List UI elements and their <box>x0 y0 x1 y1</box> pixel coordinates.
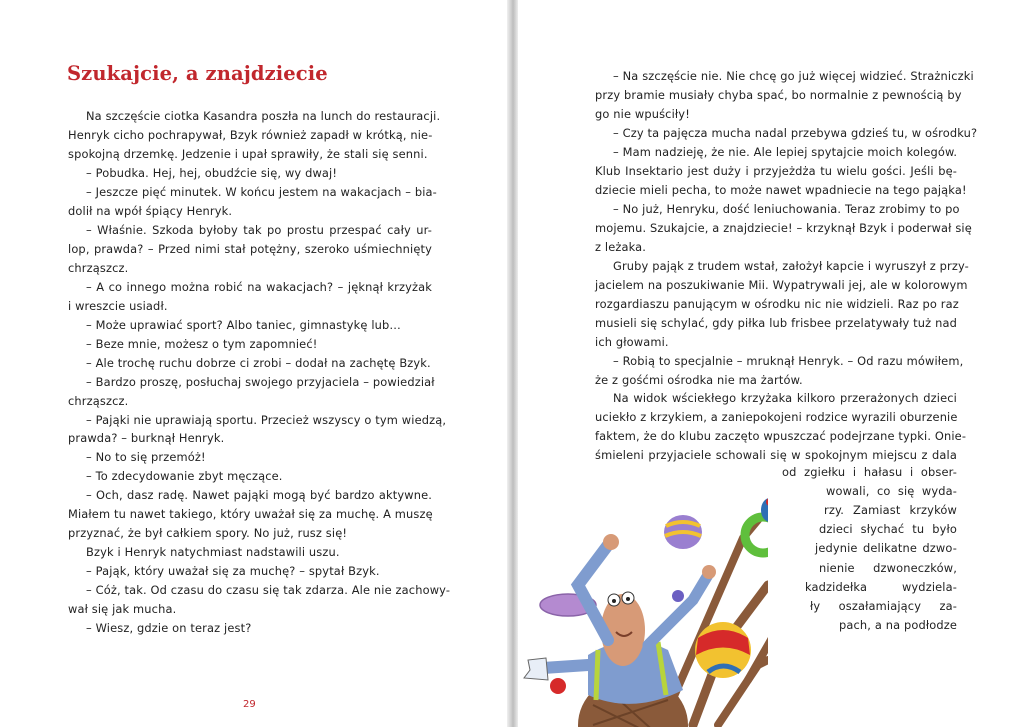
green-ring <box>745 517 768 553</box>
text-line: że z gośćmi ośrodka nie ma żartów. <box>595 372 803 387</box>
arm <box>543 665 588 668</box>
text-line: i wreszcie usiadł. <box>68 298 168 313</box>
chapter-title: Szukajcie, a znajdziecie <box>67 62 328 85</box>
text-line: Miałem tu nawet takiego, który uważał się za muchę. A muszę <box>68 507 433 522</box>
text-line: jacielem na poszukiwanie Mii. Wypatrywali jej, ale w kolorowym <box>595 277 968 292</box>
book-gutter <box>507 0 518 727</box>
text-line: mojemu. Szukajcie, a znajdziecie! – krzyknął Bzyk i poderwał się <box>595 220 972 235</box>
text-line: – Może uprawiać sport? Albo taniec, gimnastykę lub… <box>86 317 401 332</box>
text-line: nienie dzwoneczków, <box>819 560 957 575</box>
arm <box>578 545 608 640</box>
left-page <box>0 0 507 727</box>
text-line: ły oszałamiający za- <box>810 598 957 613</box>
glove <box>524 658 548 680</box>
text-line: musieli się schylać, gdy piłka lub frisbee przelatywały tuż nad <box>595 315 957 330</box>
text-line: – Jeszcze pięć minutek. W końcu jestem na wakacjach – bia- <box>86 184 437 199</box>
text-line: pach, a na podłodze <box>839 617 958 632</box>
left-page-body <box>68 107 451 638</box>
text-line: dziecie mieli pecha, to może nawet wpadniecie na tego pająka! <box>595 182 967 197</box>
text-line: – Ale trochę ruchu dobrze ci zrobi – dodał na zachętę Bzyk. <box>86 355 431 370</box>
text-line: – Robią to specjalnie – mruknął Henryk. – Od razu mówiłem, <box>613 353 964 368</box>
pupil <box>612 599 616 603</box>
text-line: go nie wpuściły! <box>595 106 690 121</box>
pupil <box>626 597 630 601</box>
text-line: – No to się przemóż! <box>86 450 206 465</box>
text-line: – Beze mnie, możesz o tym zapomnieć! <box>86 336 318 351</box>
right-page <box>518 0 1024 727</box>
text-line: – Pobudka. Hej, hej, obudźcie się, wy dwaj! <box>86 165 338 180</box>
text-line: Na szczęście ciotka Kasandra poszła na lunch do restauracji. <box>86 109 441 123</box>
text-line: – Cóż, tak. Od czasu do czasu się tak zdarza. Ale nie zachowy- <box>86 583 451 598</box>
text-line: rozgardiaszu panującym w ośrodku nic nie widzieli. Raz po raz <box>595 296 959 311</box>
text-line: Na widok wściekłego krzyżaka kilkoro przerażonych dzieci <box>613 391 957 406</box>
text-line: Henryk cicho pochrapywał, Bzyk również zapadł w krótką, nie- <box>68 127 433 142</box>
text-line: Klub Insektario jest duży i przyjeżdża tu wielu gości. Jeśli bę- <box>595 163 957 178</box>
text-line: chrząszcz. <box>68 393 129 408</box>
text-line: ich głowami. <box>595 334 669 349</box>
text-line: wowali, co się wyda- <box>826 484 957 499</box>
small-ball <box>672 590 684 602</box>
text-line: przyznać, że był całkiem spory. No już, rusz się! <box>68 526 348 541</box>
text-line: spokojną drzemkę. Jedzenie i upał sprawiły, że stali się senni. <box>68 146 428 161</box>
text-line: – Pająki nie uprawiają sportu. Przecież wszyscy o tym wiedzą, <box>86 412 447 427</box>
text-line: dolił na wpół śpiący Henryk. <box>68 203 233 218</box>
text-line: – Och, dasz radę. Nawet pająki mogą być bardzo aktywne. <box>86 488 432 503</box>
text-line: wał się jak mucha. <box>68 602 177 617</box>
text-line: – No już, Henryku, dość leniuchowania. Teraz zrobimy to po <box>613 201 960 216</box>
spider-juggling-illustration <box>518 490 768 727</box>
text-line: kadzidełka wydziela- <box>805 579 957 594</box>
text-line: – A co innego można robić na wakacjach? – jęknął krzyżak <box>86 279 432 294</box>
text-line: – Wiesz, gdzie on teraz jest? <box>86 621 252 636</box>
page-number: 29 <box>243 699 256 710</box>
hand <box>603 534 619 550</box>
text-line: z leżaka. <box>595 239 647 254</box>
text-line: Bzyk i Henryk natychmiast nadstawili uszu. <box>86 545 340 560</box>
text-line: – Czy ta pajęcza mucha nadal przebywa gdzieś tu, w ośrodku? <box>613 125 978 140</box>
text-line: przy bramie musiały chyba spać, bo normalnie z pewnością by <box>595 87 962 102</box>
text-line: uciekło z krzykiem, a zaniepokojeni rodzice wyrazili oburzenie <box>595 410 958 425</box>
text-line: – To zdecydowanie zbyt męczące. <box>86 469 283 484</box>
text-line: – Mam nadzieję, że nie. Ale lepiej spytajcie moich kolegów. <box>613 144 958 159</box>
text-line: faktem, że do klubu zaczęto wpuszczać podejrzane typki. Onie- <box>595 429 967 444</box>
spider-leg <box>748 610 768 680</box>
text-line: – Na szczęście nie. Nie chcę go już więcej widzieć. Strażniczki <box>613 69 974 83</box>
text-line: lop, prawda? – Przed nimi stał potężny, szeroko uśmiechnięty <box>68 241 432 256</box>
text-line: – Bardzo proszę, posłuchaj swojego przyjaciela – powiedział <box>86 374 435 389</box>
text-line: prawda? – burknął Henryk. <box>68 431 225 446</box>
right-page-body <box>595 67 978 465</box>
text-line: chrząszcz. <box>68 260 129 275</box>
text-line: śmieleni przyjaciele schowali się w spokojnym miejscu z dala <box>595 448 957 463</box>
text-line: rzy. Zamiast krzyków <box>824 503 957 518</box>
text-line: Gruby pająk z trudem wstał, założył kapcie i wyruszył z przy- <box>613 258 969 273</box>
text-line: dzieci słychać tu było <box>819 522 957 537</box>
text-line: – Właśnie. Szkoda byłoby tak po prostu przespać cały ur- <box>86 222 432 237</box>
red-ball <box>550 678 566 694</box>
text-line: od zgiełku i hałasu i obser- <box>782 465 957 479</box>
text-line: – Pająk, który uważał się za muchę? – spytał Bzyk. <box>86 564 380 579</box>
hand <box>702 565 716 579</box>
text-line: jedynie delikatne dzwo- <box>815 541 957 556</box>
